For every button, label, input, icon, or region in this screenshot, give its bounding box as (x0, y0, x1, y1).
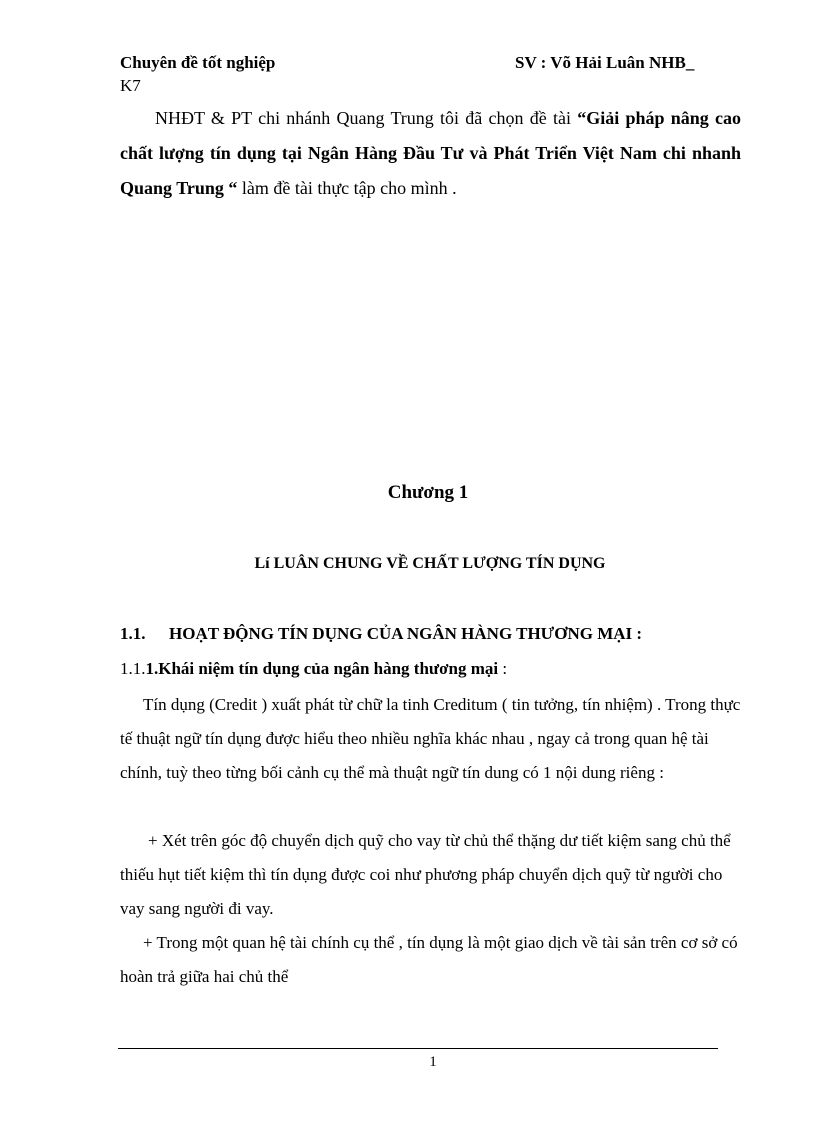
section-heading (120, 621, 642, 647)
header-student-name: SV : Võ Hải Luân NHB_ (515, 53, 695, 72)
header-thesis-label: Chuyên đề tốt nghiệp (120, 53, 276, 72)
chapter-title: Lí LUÂN CHUNG VỀ CHẤT LƯỢNG TÍN DỤNG (254, 555, 606, 572)
intro-tail: làm đề tài thực tập cho mình . (237, 178, 457, 198)
section-number: 1.1. (120, 624, 146, 643)
subsection-title: 1.Khái niệm tín dụng của ngân hàng thương mại (145, 659, 499, 678)
subsection-suffix: : (498, 659, 508, 678)
intro-lead: NHĐT & PT chi nhánh Quang Trung tôi đã chọn đề tài (155, 108, 578, 128)
body-paragraph-fund-transfer: + Xét trên góc độ chuyển dịch quỹ cho vay từ chủ thể thặng dư tiết kiệm sang chủ thể thiếu hụt tiết kiệm thì tín dụng được coi như phương pháp chuyển dịch quỹ từ người cho vay sang người đi vay. (120, 831, 731, 918)
page-number: 1 (429, 1054, 437, 1070)
thesis-topic-title: “Giải pháp nâng cao chất lượng tín dụng tại Ngân Hàng Đầu Tư và Phát Triển Việt Nam chi nhanh Quang Trung “ (120, 108, 742, 198)
chapter-label: Chương 1 (387, 482, 469, 503)
body-paragraph-financial-relation: + Trong một quan hệ tài chính cụ thể , tín dụng là một giao dịch về tài sản trên cơ sở có hoàn trả giữa hai chủ thể (120, 933, 738, 986)
subsection-prefix: 1.1. (120, 659, 146, 678)
intro-paragraph (120, 101, 741, 206)
header-class-code: K7 (120, 76, 141, 95)
footer-divider (118, 1048, 718, 1049)
section-title: HOẠT ĐỘNG TÍN DỤNG CỦA NGÂN HÀNG THƯƠNG MẠI : (169, 624, 643, 643)
body-paragraph-definition: Tín dụng (Credit ) xuất phát từ chữ la tinh Creditum ( tin tưởng, tín nhiệm) . Trong thực tế thuật ngữ tín dụng được hiểu theo nhiều nghĩa khác nhau , ngay cả trong quan hệ tài chính, tuỳ theo từng bối cảnh cụ thể mà thuật ngữ tín dung có 1 nội dung riêng : (120, 695, 741, 782)
subsection-heading (120, 656, 507, 682)
